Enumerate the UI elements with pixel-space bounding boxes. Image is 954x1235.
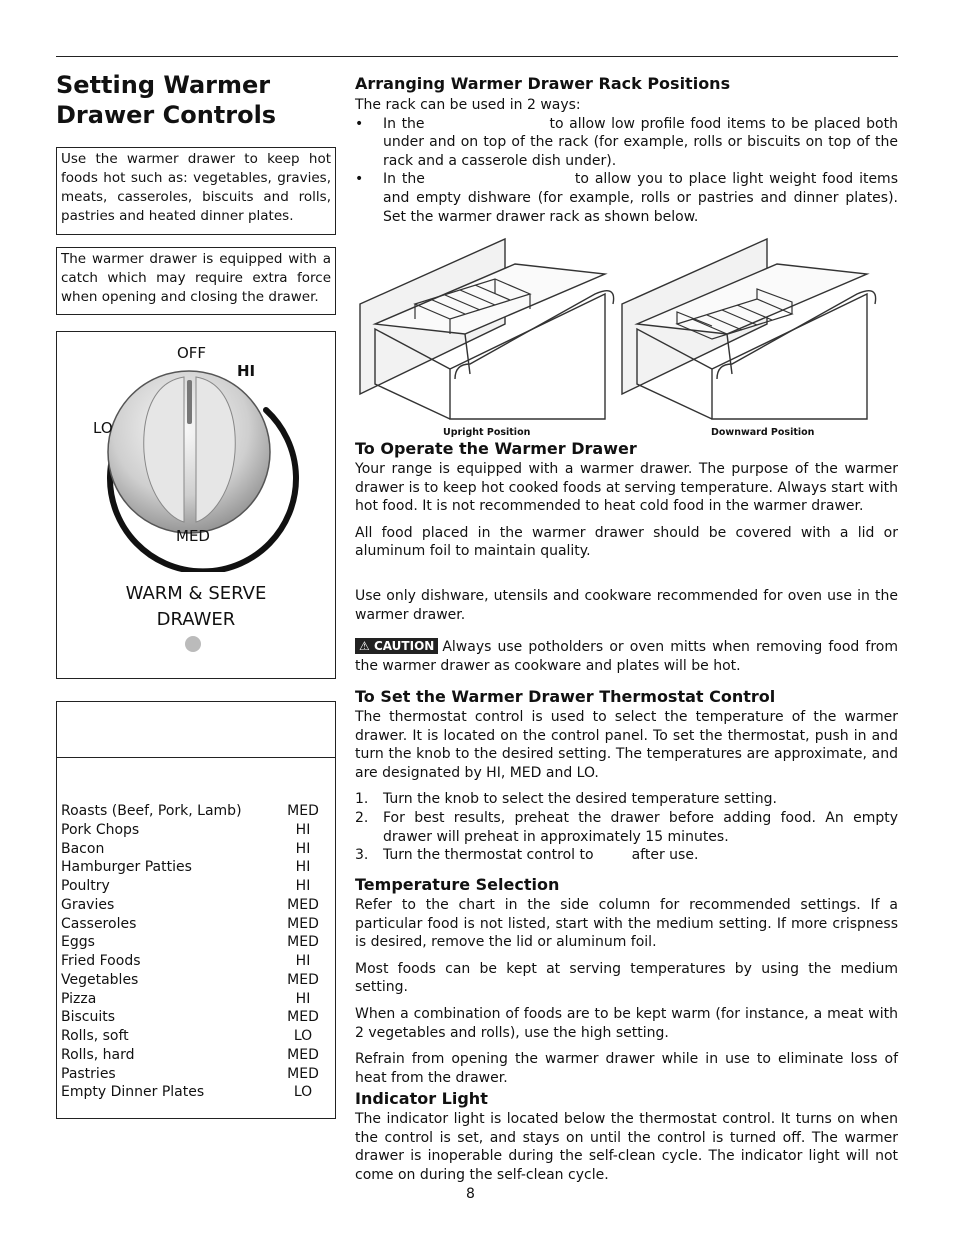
indicator-heading: Indicator Light (355, 1089, 488, 1108)
chart-setting: LO (293, 1084, 313, 1101)
thermostat-section (355, 687, 898, 865)
chart-setting: HI (295, 953, 311, 969)
indicator-light-icon (185, 636, 201, 652)
page-title: Setting Warmer Drawer Controls (56, 71, 277, 129)
chart-row (61, 1046, 329, 1065)
temp-p1: Refer to the chart in the side column for recommended settings. If a particular food is not listed, start with the medium setting. If more crispness is desired, remove the lid or aluminum foil. (355, 897, 898, 951)
chart-setting: HI (295, 821, 311, 838)
panel-caption-line1: WARM & SERVE (125, 583, 267, 604)
chart-row (61, 1083, 329, 1102)
chart-row (61, 1008, 329, 1027)
chart-setting: MED (287, 971, 319, 988)
caution-text: Always use potholders or oven mitts when removing food from the warmer drawer as cookware and plates will be hot. (355, 639, 898, 674)
temp-p2: Most foods can be kept at serving temperatures by using the medium setting. (355, 960, 898, 996)
chart-row (61, 952, 329, 971)
chart-food: Poultry (61, 878, 110, 894)
rack-bullet-1: • In the to allow low profile food items to be placed both under and on top of the rack (for example, rolls or biscuits on top of the rack and a casserole dish under). (355, 115, 898, 169)
dial-label-off: OFF (177, 344, 207, 362)
caution-badge: ⚠ CAUTION (355, 638, 438, 654)
chart-setting: MED (287, 934, 319, 951)
rack-heading: Arranging Warmer Drawer Rack Positions (355, 74, 731, 93)
control-panel-illustration (56, 331, 336, 679)
temperature-section (355, 875, 898, 1087)
chart-row (61, 1065, 329, 1084)
chart-row (61, 821, 329, 840)
chart-food: Pizza (61, 990, 97, 1007)
chart-row (61, 840, 329, 859)
chart-setting: MED (287, 896, 319, 913)
chart-row (61, 877, 329, 896)
chart-setting: HI (295, 990, 311, 1007)
chart-row (61, 858, 329, 877)
chart-setting: MED (287, 915, 319, 932)
chart-row (61, 990, 329, 1009)
chart-rows (61, 802, 329, 1102)
chart-food: Biscuits (61, 1009, 116, 1026)
chart-food: Roasts (Beef, Pork, Lamb) (61, 803, 242, 819)
page-number: 8 (466, 1186, 475, 1202)
drawer-upright-icon (360, 239, 614, 419)
chart-food: Eggs (61, 934, 95, 951)
step-3: 3. Turn the thermostat control to after use. (355, 847, 699, 864)
rack-intro: The rack can be used in 2 ways: (355, 97, 581, 113)
operate-p3: Use only dishware, utensils and cookware recommended for oven use in the warmer drawer. (355, 587, 898, 623)
rack-bullet-2: • In the to allow you to place light weight food items and empty dishware (for example, rolls or pastries and dinner plates). Set the warmer drawer rack as shown below. (355, 171, 898, 225)
chart-header (57, 702, 335, 758)
operate-p1: Your range is equipped with a warmer drawer. The purpose of the warmer drawer is to keep hot cooked foods at serving temperature. Always start with hot food. It is not recommended to heat cold food in the warmer drawer. (355, 461, 898, 515)
chart-food: Pork Chops (61, 821, 140, 838)
chart-setting: MED (287, 1009, 319, 1026)
chart-food: Gravies (61, 896, 115, 913)
thermostat-p1: The thermostat control is used to select the temperature of the warmer drawer. It is located on the control panel. To set the thermostat, push in and turn the knob to the desired setting. The temperatures are approximate, and are designated by HI, MED and LO. (355, 709, 898, 781)
temp-p4: Refrain from opening the warmer drawer while in use to eliminate loss of heat from the drawer. (355, 1051, 898, 1086)
caution-paragraph (355, 638, 898, 675)
chart-food: Fried Foods (61, 953, 141, 969)
chart-setting: HI (295, 840, 311, 857)
dial-label-lo: LO (93, 419, 113, 437)
step-2: 2. For best results, preheat the drawer before adding food. An empty drawer will preheat in approximately 15 minutes. (355, 809, 898, 845)
panel-caption (57, 581, 335, 633)
use-note-box: Use the warmer drawer to keep hot foods hot such as: vegetables, gravies, meats, casseroles, biscuits and rolls, pastries and heated dinner plates. (56, 147, 336, 235)
rack-section (355, 74, 898, 226)
chart-row (61, 802, 329, 821)
chart-food: Bacon (61, 840, 105, 857)
settings-chart (56, 701, 336, 1119)
chart-row (61, 1027, 329, 1046)
temperature-heading: Temperature Selection (355, 875, 560, 894)
caption-downward: Downward Position (711, 427, 815, 438)
chart-setting: MED (287, 803, 319, 819)
catch-note-box: The warmer drawer is equipped with a catch which may require extra force when opening and closing the drawer. (56, 247, 336, 315)
chart-setting: HI (295, 859, 311, 876)
drawer-downward-icon (622, 239, 876, 419)
chart-food: Empty Dinner Plates (61, 1084, 205, 1101)
chart-row (61, 915, 329, 934)
temp-p3: When a combination of foods are to be kept warm (for instance, a meat with 2 vegetables and rolls), use the high setting. (355, 1005, 898, 1041)
thermostat-heading: To Set the Warmer Drawer Thermostat Control (355, 687, 776, 706)
top-rule (56, 56, 898, 57)
chart-setting: LO (293, 1028, 313, 1044)
dial-label-hi: HI (237, 362, 256, 380)
chart-food: Hamburger Patties (61, 859, 192, 876)
operate-p2: All food placed in the warmer drawer should be covered with a lid or aluminum foil to maintain quality. (355, 524, 898, 560)
dial-label-med: MED (176, 527, 210, 545)
operate-section (355, 439, 898, 675)
chart-setting: MED (287, 1046, 319, 1063)
chart-row (61, 896, 329, 915)
knob-pointer (187, 380, 192, 424)
panel-caption-line2: DRAWER (156, 609, 236, 630)
chart-food: Casseroles (61, 915, 137, 932)
chart-setting: MED (287, 1065, 319, 1082)
chart-row (61, 933, 329, 952)
warning-icon: ⚠ (359, 639, 370, 654)
chart-food: Pastries (61, 1065, 116, 1082)
rack-figure (355, 234, 898, 434)
indicator-section (355, 1089, 898, 1184)
chart-row (61, 971, 329, 990)
chart-setting: HI (295, 878, 311, 894)
chart-food: Vegetables (61, 971, 139, 988)
step-1: 1. Turn the knob to select the desired temperature setting. (355, 791, 777, 808)
chart-food: Rolls, soft (61, 1028, 129, 1044)
caption-upright: Upright Position (443, 427, 531, 438)
chart-food: Rolls, hard (61, 1046, 135, 1063)
operate-heading: To Operate the Warmer Drawer (355, 439, 637, 458)
indicator-p1: The indicator light is located below the thermostat control. It turns on when the control is set, and stays on until the control is turned off. The warmer drawer is inoperable during the self-clean cycle. The indicator light will not come on during the self-clean cycle. (355, 1111, 898, 1183)
